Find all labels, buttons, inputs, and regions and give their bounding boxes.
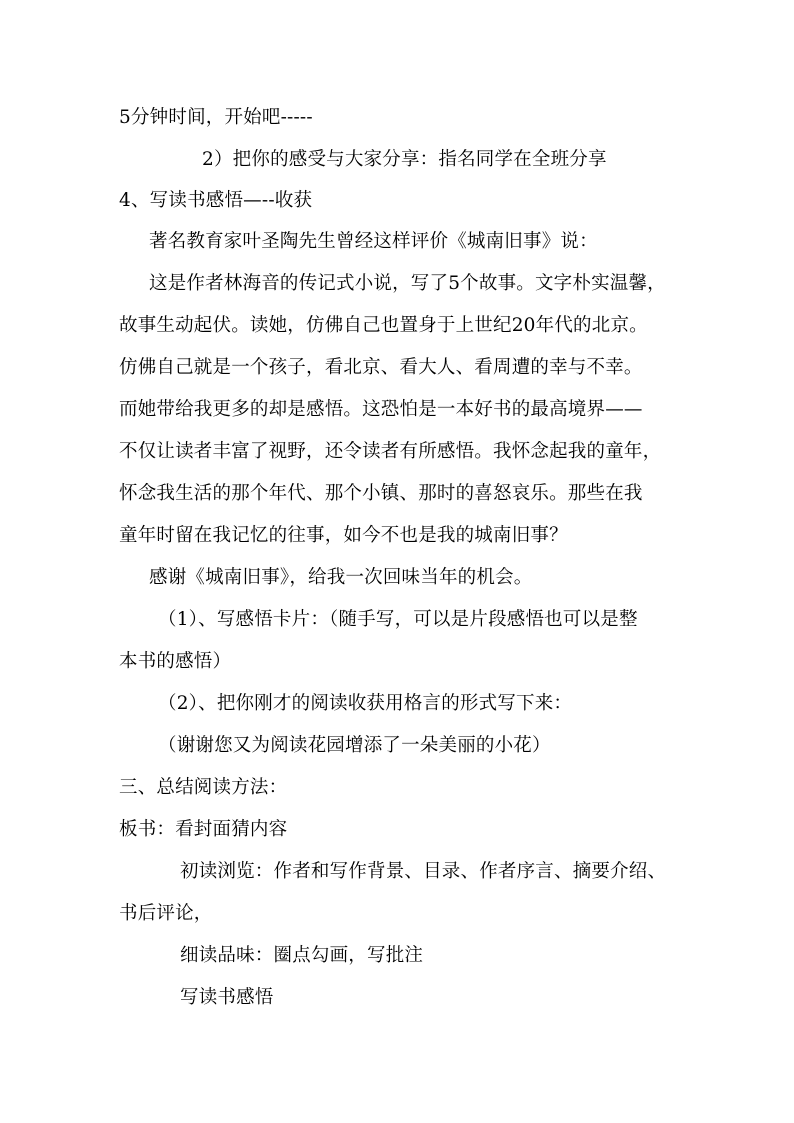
text-line-quote-intro: 著名教育家叶圣陶先生曾经这样评价《城南旧事》说： — [149, 231, 598, 252]
text-line-quote-1: 这是作者林海音的传记式小说，写了5个故事。文字朴实温馨， — [149, 273, 666, 294]
text-line-share-feelings: 2）把你的感受与大家分享：指名同学在全班分享 — [202, 149, 607, 170]
text-line-write-reflection: 写读书感悟 — [180, 987, 274, 1008]
text-line-task-1-cont: 本书的感悟） — [119, 651, 232, 672]
text-line-quote-7: 童年时留在我记忆的往事，如今不也是我的城南旧事？ — [119, 525, 568, 546]
text-line-first-read-cont: 书后评论， — [119, 903, 213, 924]
text-line-quote-2: 故事生动起伏。读她，仿佛自己也置身于上世纪20年代的北京。 — [119, 315, 648, 336]
text-line-quote-5: 不仅让读者丰富了视野，还令读者有所感悟。我怀念起我的童年， — [119, 441, 662, 462]
text-line-quote-4: 而她带给我更多的却是感悟。这恐怕是一本好书的最高境界—— — [119, 399, 643, 420]
text-line-first-read: 初读浏览：作者和写作背景、目录、作者序言、摘要介绍、 — [180, 861, 667, 882]
text-line-quote-3: 仿佛自己就是一个孩子，看北京、看大人、看周遭的幸与不幸。 — [119, 357, 643, 378]
text-line-thanks-flower: （谢谢您又为阅读花园增添了一朵美丽的小花） — [158, 735, 551, 756]
text-line-thanks: 感谢《城南旧事》，给我一次回味当年的机会。 — [149, 567, 533, 588]
text-line-start-time: 5分钟时间，开始吧----- — [119, 107, 313, 128]
section-heading-summary: 三、总结阅读方法： — [119, 777, 288, 798]
section-heading-write-reflection: 4、写读书感悟—--收获 — [119, 190, 313, 211]
text-line-quote-6: 怀念我生活的那个年代、那个小镇、那时的喜怒哀乐。那些在我 — [119, 483, 643, 504]
text-line-board-cover: 板书：看封面猜内容 — [119, 819, 288, 840]
text-line-task-1: （1）、写感悟卡片：（随手写，可以是片段感悟也可以是整 — [158, 609, 638, 630]
text-line-task-2: （2）、把你刚才的阅读收获用格言的形式写下来： — [158, 693, 573, 714]
text-line-close-read: 细读品味：圈点勾画，写批注 — [180, 945, 424, 966]
